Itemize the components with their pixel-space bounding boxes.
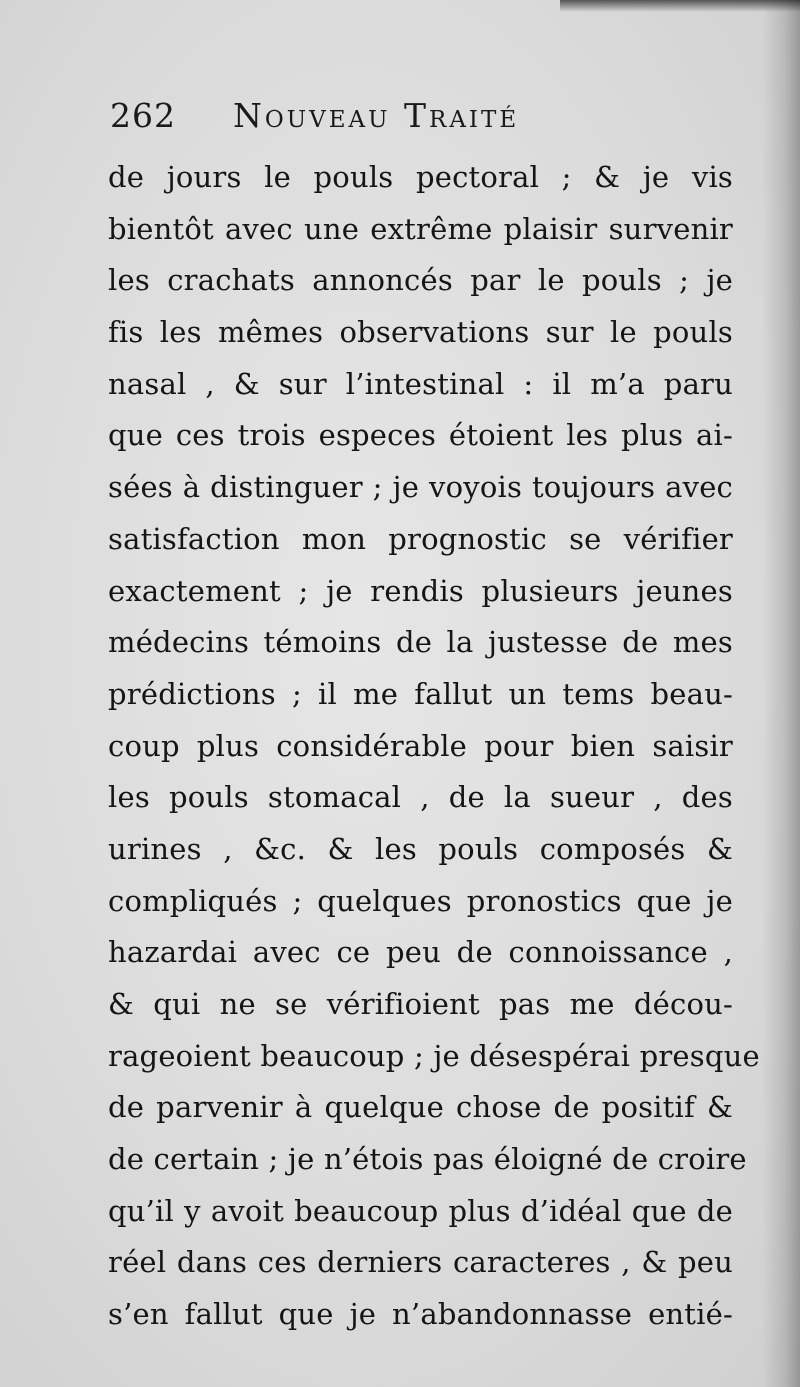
page-number: 262 <box>110 96 176 135</box>
running-head: Nouveau Traité <box>233 96 520 135</box>
text-line: prédictions ; il me fallut un tems beau- <box>108 676 733 711</box>
page-header <box>110 96 670 146</box>
text-line: rageoient beaucoup ; je désespérai presque <box>108 1038 760 1073</box>
text-line: les pouls stomacal , de la sueur , des <box>108 780 733 815</box>
page-edge-shadow <box>762 0 800 1387</box>
text-line: coup plus considérable pour bien saisir <box>108 728 733 763</box>
text-line: médecins témoins de la justesse de mes <box>108 625 733 660</box>
text-line: urines , &c. & les pouls composés & <box>108 831 733 866</box>
text-line: sées à distinguer ; je voyois toujours avec <box>108 470 733 505</box>
text-line: qu’il y avoit beaucoup plus d’idéal que de <box>108 1193 733 1228</box>
text-line: réel dans ces derniers caracteres , & peu <box>108 1245 733 1280</box>
text-line: s’en fallut que je n’abandonnasse entié- <box>108 1297 733 1332</box>
text-line: que ces trois especes étoient les plus ai- <box>108 418 733 453</box>
body-text <box>108 152 760 1341</box>
text-line: de certain ; je n’étois pas éloigné de croire <box>108 1142 747 1177</box>
text-line: nasal , & sur l’intestinal : il m’a paru <box>108 366 733 401</box>
text-line: de jours le pouls pectoral ; & je vis <box>108 160 733 194</box>
text-line: hazardai avec ce peu de connoissance , <box>108 935 733 970</box>
text-line: de parvenir à quelque chose de positif & <box>108 1090 733 1125</box>
text-line: exactement ; je rendis plusieurs jeunes <box>108 573 733 608</box>
text-line: satisfaction mon prognostic se vérifier <box>108 521 733 556</box>
text-line: bientôt avec une extrême plaisir survenir <box>108 211 733 246</box>
text-line: les crachats annoncés par le pouls ; je <box>108 263 733 298</box>
text-line: fis les mêmes observations sur le pouls <box>108 315 733 350</box>
text-line: & qui ne se vérifioient pas me décou- <box>108 987 733 1021</box>
text-line: compliqués ; quelques pronostics que je <box>108 883 733 918</box>
